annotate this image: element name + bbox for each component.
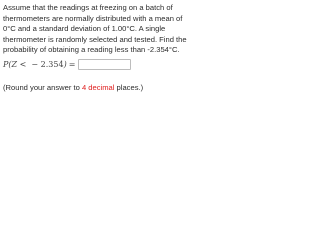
rounding-prefix: (Round your answer to [3, 83, 82, 92]
answer-row [3, 57, 131, 71]
probability-label: P( [3, 59, 12, 69]
answer-input[interactable] [78, 59, 131, 70]
threshold-value: − 2.354 [28, 59, 64, 69]
question-text: Assume that the readings at freezing on a batch of thermometers are normally distributed with a mean of 0°C and a standard deviation of 1.00°C. A single thermometer is randomly selected and tested. Find the probability of obtaining a reading less than -2.354°C. [3, 3, 187, 55]
equals-sign: = [68, 59, 76, 69]
rounding-highlight: 4 decimal [81, 83, 115, 92]
rounding-suffix: places.) [114, 83, 144, 92]
rounding-instruction [3, 83, 143, 93]
relation-symbol: < [17, 59, 29, 69]
probability-expression [3, 60, 67, 69]
question-text-block [3, 3, 197, 56]
close-paren: ) [63, 59, 67, 69]
variable-z: Z [11, 59, 18, 69]
